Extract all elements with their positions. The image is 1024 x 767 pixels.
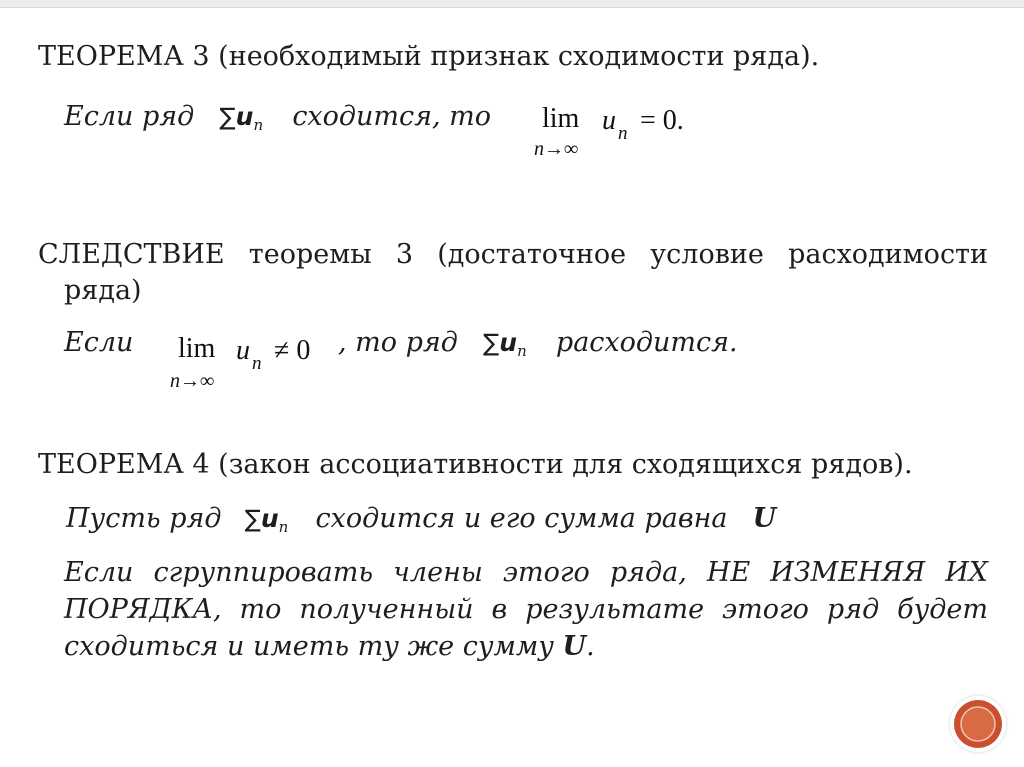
corollary-stmt-prefix: Если <box>64 327 134 358</box>
series-variable: u <box>499 328 518 357</box>
theorem4-para-line1: Если сгруппировать члены этого ряда, НЕ ИЗМЕНЯЯ ИХ <box>64 557 988 588</box>
theorem3-limit-formula <box>530 102 730 162</box>
corollary-stmt-suffix: расходится. <box>555 327 738 358</box>
corollary-title-line2: ряда) <box>64 275 142 306</box>
theorem3-stmt-prefix: Если ряд <box>64 101 195 132</box>
sum-symbol-icon: ∑ <box>244 505 261 533</box>
theorem3-stmt-suffix: сходится, то <box>292 101 492 132</box>
corollary-statement <box>338 326 738 363</box>
lim-relation: ≠ 0 <box>274 335 311 366</box>
top-bar-divider <box>0 7 1024 8</box>
sum-value: U <box>752 503 777 534</box>
theorem4-statement <box>66 502 776 539</box>
lim-variable: u <box>602 105 616 136</box>
sum-symbol-icon: ∑ <box>483 329 500 357</box>
theorem4-para-line3-end: . <box>586 631 595 662</box>
lim-subscript: n→∞ <box>170 370 215 392</box>
sum-symbol-icon: ∑ <box>219 103 236 131</box>
corollary-stmt-mid: , то ряд <box>338 327 458 358</box>
theorem4-title: ТЕОРЕМА 4 (закон ассоциативности для сходящихся рядов). <box>38 449 913 480</box>
series-subscript: n <box>517 342 527 360</box>
corollary-limit-formula <box>170 330 340 392</box>
theorem4-para-line3-prefix: сходиться и иметь ту же сумму <box>64 631 554 662</box>
lim-relation: = 0. <box>640 105 684 136</box>
series-subscript: n <box>253 116 264 134</box>
lim-subscript: n→∞ <box>534 138 579 160</box>
theorem4-para-line3 <box>64 630 595 664</box>
lim-variable-subscript: n <box>252 353 262 374</box>
series-variable: u <box>235 102 254 131</box>
corollary-title-line1: СЛЕДСТВИЕ теоремы 3 (достаточное условие расходимости <box>38 239 988 270</box>
theorem3-statement <box>64 100 491 137</box>
lim-variable: u <box>236 335 250 366</box>
series-variable: u <box>260 504 279 533</box>
series-subscript: n <box>278 518 289 536</box>
lim-variable-subscript: n <box>618 123 628 144</box>
theorem4-para-line2: ПОРЯДКА, то полученный в результате этого ряд будет <box>64 594 988 625</box>
sum-value: U <box>562 631 587 662</box>
top-bar <box>0 0 1024 7</box>
nav-circle-button[interactable] <box>950 696 1006 752</box>
theorem3-title: ТЕОРЕМА 3 (необходимый признак сходимости ряда). <box>38 41 820 72</box>
theorem4-stmt-mid: сходится и его сумма равна <box>315 503 728 534</box>
theorem4-stmt-prefix: Пусть ряд <box>66 503 222 534</box>
lim-word: lim <box>178 333 216 364</box>
lim-word: lim <box>542 103 580 134</box>
circle-button-icon <box>950 696 1006 752</box>
